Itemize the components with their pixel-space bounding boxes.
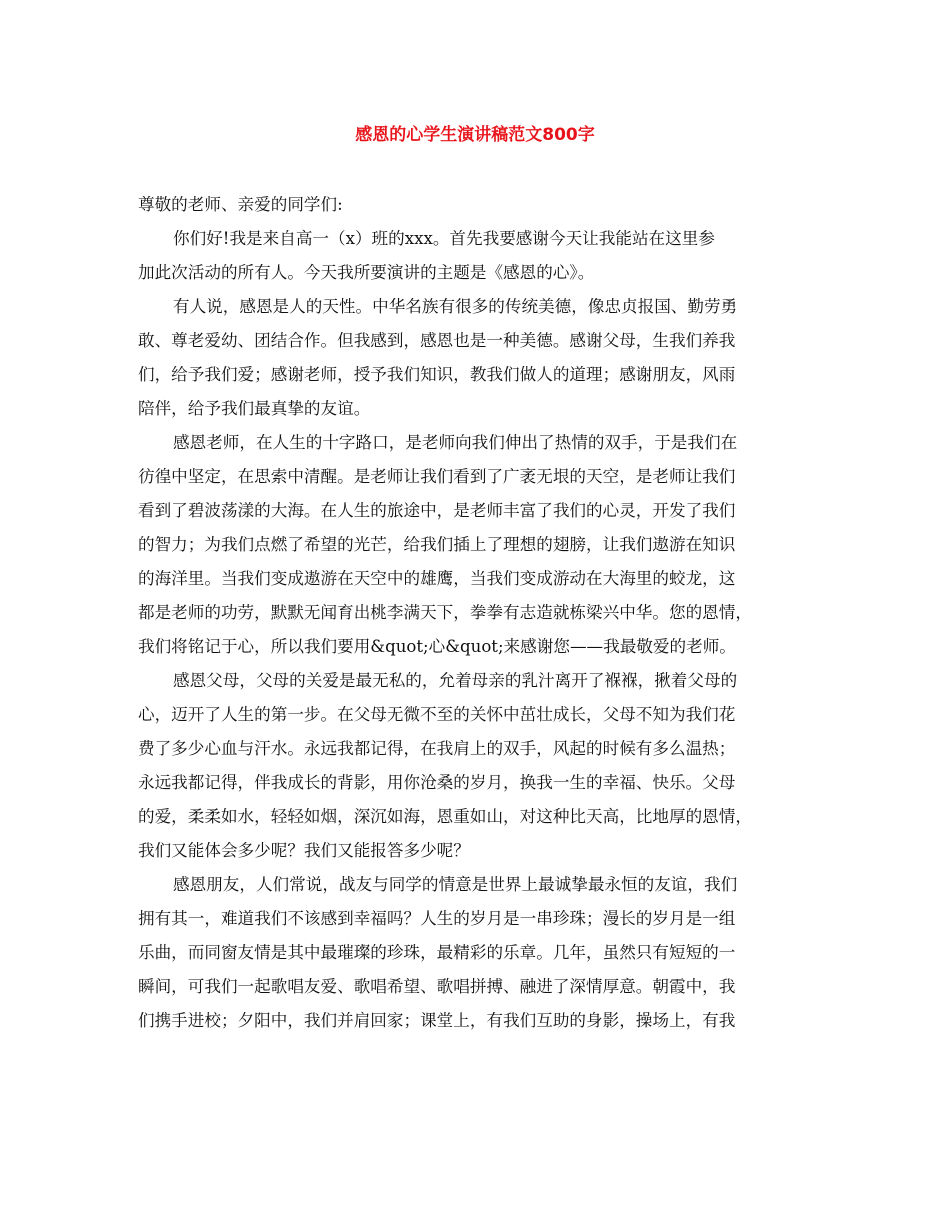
document-title: 感恩的心学生演讲稿范文800字 <box>355 125 595 145</box>
paragraph-line: 都是老师的功劳，默默无闻育出桃李满天下，拳拳有志造就栋梁兴中华。您的恩情， <box>138 603 752 622</box>
paragraph-line: 加此次活动的所有人。今天我所要演讲的主题是《感恩的心》。 <box>138 263 595 282</box>
paragraph-line: 的海洋里。当我们变成遨游在天空中的雄鹰，当我们变成游动在大海里的蛟龙，这 <box>138 569 736 588</box>
paragraph-line: 敢、尊老爱幼、团结合作。但我感到，感恩也是一种美德。感谢父母，生我们养我 <box>138 331 736 350</box>
paragraph-line: 感恩老师，在人生的十字路口，是老师向我们伸出了热情的双手，于是我们在 <box>173 433 738 452</box>
paragraph-line: 瞬间，可我们一起歌唱友爱、歌唱希望、歌唱拼搏、融进了深情厚意。朝霞中，我 <box>138 977 736 996</box>
paragraph-line: 的智力；为我们点燃了希望的光芒，给我们插上了理想的翅膀，让我们遨游在知识 <box>138 535 736 554</box>
paragraph-line: 看到了碧波荡漾的大海。在人生的旅途中，是老师丰富了我们的心灵，开发了我们 <box>138 501 736 520</box>
paragraph-line: 费了多少心血与汗水。永远我都记得，在我肩上的双手，风起的时候有多么温热； <box>138 739 736 758</box>
paragraph-line: 们携手进校；夕阳中，我们并肩回家；课堂上，有我们互助的身影，操场上，有我 <box>138 1011 736 1030</box>
paragraph-line: 彷徨中坚定，在思索中清醒。是老师让我们看到了广袤无垠的天空，是老师让我们 <box>138 467 736 486</box>
paragraph-line: 陪伴，给予我们最真挚的友谊。 <box>138 399 371 418</box>
paragraph-line: 心，迈开了人生的第一步。在父母无微不至的关怀中茁壮成长，父母不知为我们花 <box>138 705 736 724</box>
paragraph-line: 我们又能体会多少呢？我们又能报答多少呢？ <box>138 841 470 860</box>
paragraph-line: 感恩父母，父母的关爱是最无私的，允着母亲的乳汁离开了褓褓，揪着父母的 <box>173 671 738 690</box>
paragraph-line: 的爱，柔柔如水，轻轻如烟，深沉如海，恩重如山，对这种比天高，比地厚的恩情， <box>138 807 752 826</box>
paragraph-line: 永远我都记得，伴我成长的背影，用你沧桑的岁月，换我一生的幸福、快乐。父母 <box>138 773 736 792</box>
paragraph-line: 我们将铭记于心，所以我们要用&quot;心&quot;来感谢您——我最敬爱的老师。 <box>138 637 736 656</box>
paragraph-line: 乐曲，而同窗友情是其中最璀璨的珍珠，最精彩的乐章。几年，虽然只有短短的一 <box>138 943 736 962</box>
paragraph-line: 你们好!我是来自高一（x）班的xxx。首先我要感谢今天让我能站在这里参 <box>173 229 715 248</box>
document-body <box>138 188 824 1038</box>
paragraph-line: 拥有其一，难道我们不该感到幸福吗？人生的岁月是一串珍珠；漫长的岁月是一组 <box>138 909 736 928</box>
paragraph-line: 感恩朋友，人们常说，战友与同学的情意是世界上最诚挚最永恒的友谊，我们 <box>173 875 738 894</box>
paragraph-line: 们，给予我们爱；感谢老师，授予我们知识，教我们做人的道理；感谢朋友，风雨 <box>138 365 736 384</box>
paragraph-line: 有人说，感恩是人的天性。中华名族有很多的传统美德，像忠贞报国、勤劳勇 <box>173 297 738 316</box>
salutation-line: 尊敬的老师、亲爱的同学们: <box>138 195 343 214</box>
